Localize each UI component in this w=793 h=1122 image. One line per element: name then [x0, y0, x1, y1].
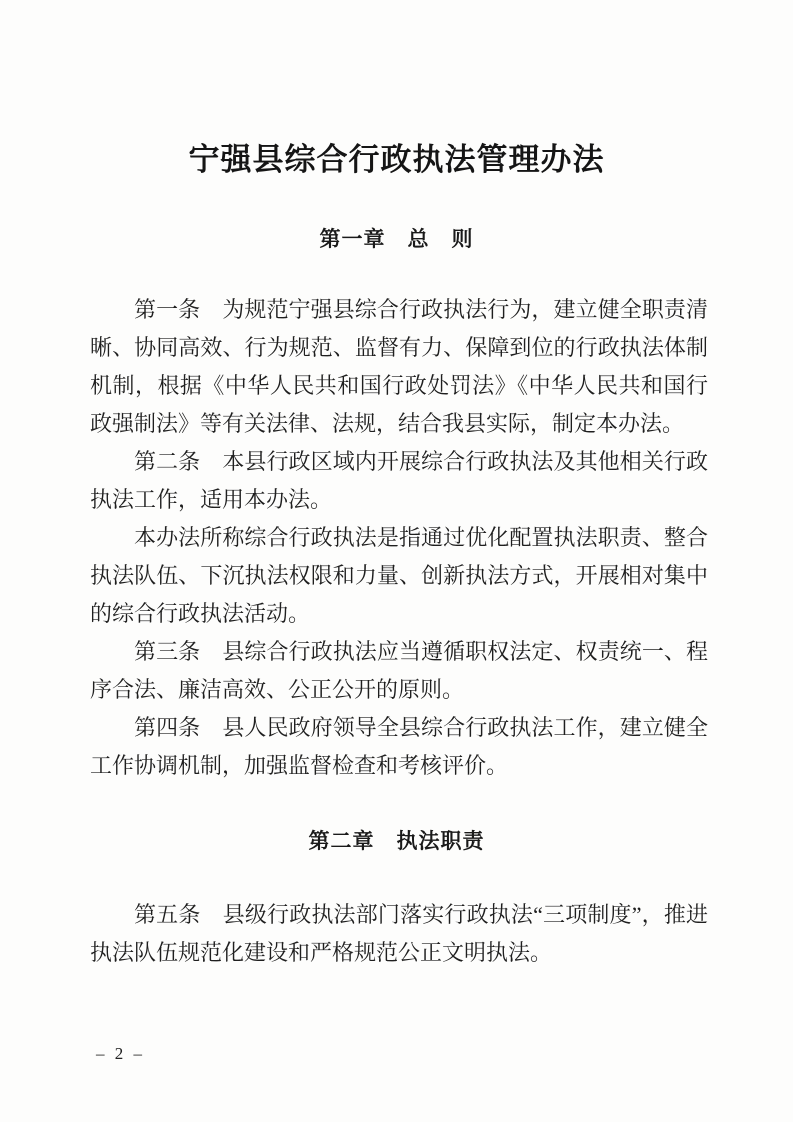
- chapter-1-body: [90, 291, 708, 785]
- paragraph-article-1: 第一条 为规范宁强县综合行政执法行为，建立健全职责清晰、协同高效、行为规范、监督有力、保障到位的行政执法体制机制，根据《中华人民共和国行政处罚法》《中华人民共和国行政强制法》等有关法律、法规，结合我县实际，制定本办法。: [90, 297, 708, 436]
- chapter-2-body: [90, 896, 708, 972]
- paragraph-article-4: 第四条 县人民政府领导全县综合行政执法工作，建立健全工作协调机制，加强监督检查和考核评价。: [90, 715, 708, 778]
- paragraph-article-2-continued: 本办法所称综合行政执法是指通过优化配置执法职责、整合执法队伍、下沉执法权限和力量、创新执法方式，开展相对集中的综合行政执法活动。: [90, 525, 708, 626]
- paragraph-article-5: 第五条 县级行政执法部门落实行政执法“三项制度”，推进执法队伍规范化建设和严格规范公正文明执法。: [90, 902, 708, 965]
- page-number: – 2 –: [96, 1044, 145, 1063]
- chapter-1-heading: 第一章 总 则: [319, 228, 474, 251]
- paragraph-article-3: 第三条 县综合行政执法应当遵循职权法定、权责统一、程序合法、廉洁高效、公正公开的原则。: [90, 639, 708, 702]
- paragraph-article-2: 第二条 本县行政区域内开展综合行政执法及其他相关行政执法工作，适用本办法。: [90, 449, 708, 512]
- document-title: 宁强县综合行政执法管理办法: [188, 142, 605, 177]
- chapter-2-heading: 第二章 执法职责: [308, 830, 485, 853]
